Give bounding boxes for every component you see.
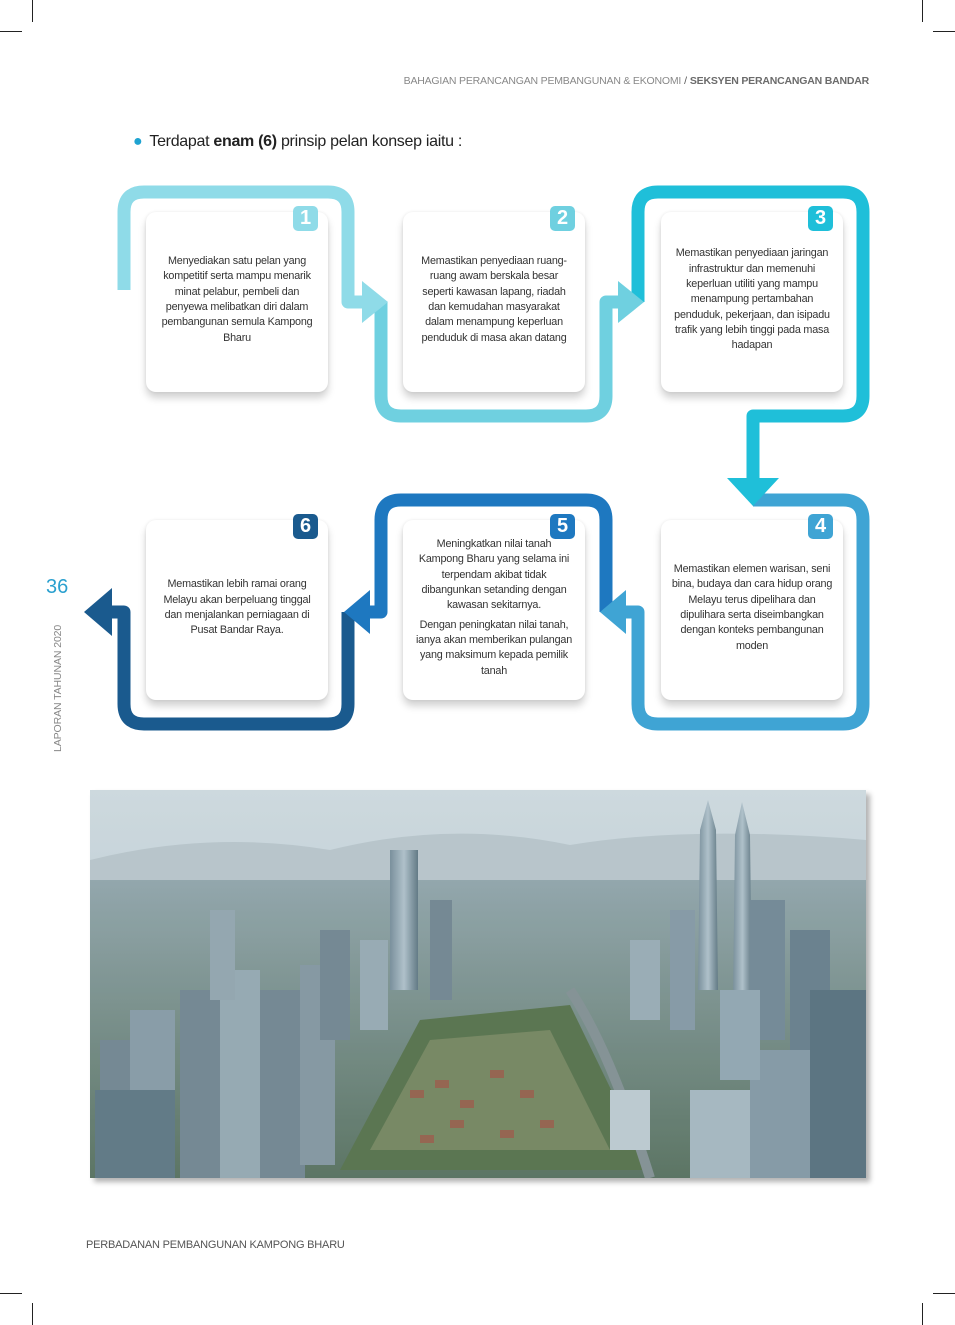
principle-text: Memastikan elemen warisan, seni bina, budaya dan cara hidup orang Melayu terus dipelihara dan dipulihara serta diseimbangkan dengan konteks pembangunan moden (671, 563, 833, 652)
principle-card-4 (661, 515, 843, 700)
principle-number-badge: 3 (808, 206, 833, 231)
principle-text-continued: Dengan peningkatan nilai tanah, ianya akan memberikan pulangan yang maksimum kepada pemilik tanah (415, 618, 573, 677)
crop-mark (32, 1303, 33, 1325)
principle-card-1 (146, 207, 328, 392)
intro-text-start: Terdapat (149, 133, 214, 150)
intro-text-end: prinsip pelan konsep iaitu : (276, 133, 462, 150)
principle-number-badge: 1 (293, 206, 318, 231)
crop-mark (0, 1293, 22, 1294)
page-number: 36 (46, 576, 69, 598)
principle-number-badge: 5 (550, 514, 575, 539)
principle-text: Memastikan penyediaan jaringan infrastruktur dan memenuhi keperluan utiliti yang mampu menampung pertambahan penduduk, pekerjaan, dan isipadu trafik yang lebih tinggi pada masa hadapan (674, 247, 830, 352)
header-subsection: SEKSYEN PERANCANGAN BANDAR (689, 75, 869, 87)
arrow-icon (84, 588, 112, 636)
principle-text: Menyediakan satu pelan yang kompetitif serta mampu menarik minat pelabur, pembeli dan penyewa melibatkan diri dalam pembangunan semula Kampong Bharu (161, 255, 313, 344)
principle-card-2 (403, 207, 585, 392)
principle-number-badge: 6 (293, 514, 318, 539)
intro-text-bold: enam (6) (213, 133, 277, 150)
header-section: BAHAGIAN PERANCANGAN PEMBANGUNAN & EKONOMI (403, 75, 682, 87)
crop-mark (922, 1303, 923, 1325)
principle-card-3 (661, 207, 843, 392)
principle-card-5 (403, 515, 585, 700)
principle-number-badge: 2 (550, 206, 575, 231)
principle-card-6 (146, 515, 328, 700)
report-title: LAPORAN TAHUNAN 2020 (52, 624, 64, 752)
header-separator: / (684, 75, 687, 87)
principle-text: Memastikan penyediaan ruang-ruang awam berskala besar seperti kawasan lapang, riadah dan kemudahan masyarakat dalam menampung keperluan penduduk di masa akan datang (421, 255, 567, 344)
bullet-icon: ● (133, 133, 143, 150)
principle-number-badge: 4 (808, 514, 833, 539)
principle-text: Memastikan lebih ramai orang Melayu akan berpeluang tinggal dan menjalankan perniagaan di Pusat Bandar Raya. (163, 578, 311, 637)
page-footer: PERBADANAN PEMBANGUNAN KAMPONG BHARU (86, 1239, 345, 1251)
city-illustration (90, 790, 866, 1178)
crop-mark (933, 1293, 955, 1294)
principle-text: Meningkatkan nilai tanah Kampong Bharu yang selama ini terpendam akibat tidak dibangunkan setanding dengan kawasan sekitarnya. (418, 538, 570, 612)
aerial-city-photo (90, 790, 866, 1178)
